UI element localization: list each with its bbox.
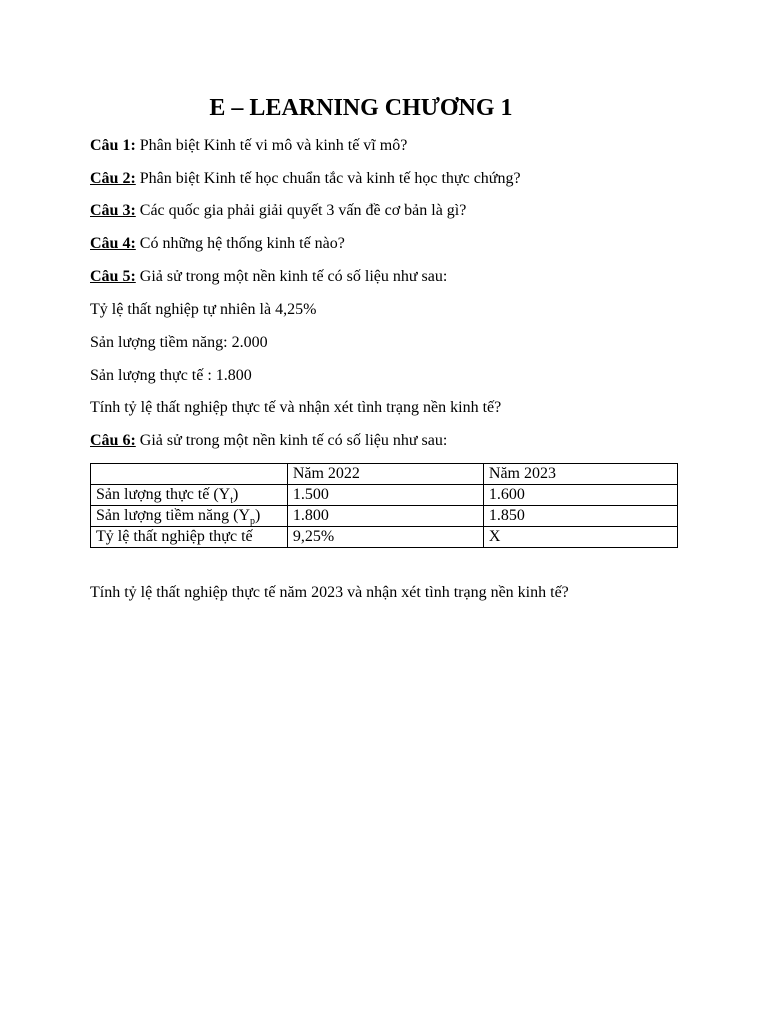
question-2-text: Phân biệt Kinh tế học chuẩn tắc và kinh tế học thực chứng? [135, 170, 521, 187]
document-title: E – LEARNING CHƯƠNG 1 [209, 95, 513, 121]
question-2 [90, 168, 521, 190]
question-6-label: Câu 6: [90, 432, 136, 449]
row-label-suffix: ) [233, 486, 239, 503]
q5-actual-output: Sản lượng thực tế : 1.800 [90, 367, 252, 384]
q6-task: Tính tỷ lệ thất nghiệp thực tế năm 2023 và nhận xét tình trạng nền kinh tế? [90, 584, 569, 601]
q5-natural-unemployment: Tỷ lệ thất nghiệp tự nhiên là 4,25% [90, 301, 317, 318]
table-cell: 1.600 [483, 485, 677, 506]
question-5-text: Giả sử trong một nền kinh tế có số liệu như sau: [135, 268, 448, 285]
table-row [91, 506, 678, 527]
row-label-suffix: ) [255, 507, 261, 524]
q5-potential-output: Sản lượng tiềm năng: 2.000 [90, 334, 268, 351]
table-cell: 9,25% [287, 527, 483, 548]
question-5-label: Câu 5: [90, 268, 136, 285]
question-3-label: Câu 3: [90, 202, 136, 219]
table-header-row [91, 464, 678, 485]
question-1-label: Câu 1: [90, 137, 136, 154]
row-label-text: Sản lượng tiềm năng (Y [96, 507, 250, 524]
question-4-text: Có những hệ thống kinh tế nào? [135, 235, 345, 252]
question-5 [90, 266, 447, 288]
table-row-label [91, 506, 288, 527]
question-3 [90, 200, 466, 222]
table-header-cell: Năm 2022 [287, 464, 483, 485]
question-1 [90, 135, 407, 157]
table-cell: 1.850 [483, 506, 677, 527]
question-4-label: Câu 4: [90, 235, 136, 252]
table-row-label [91, 485, 288, 506]
table-cell: 1.500 [287, 485, 483, 506]
row-label-text: Sản lượng thực tế (Y [96, 486, 231, 503]
row-label-subscript: p [250, 516, 255, 528]
row-label-text: Tỷ lệ thất nghiệp thực tế [96, 528, 253, 545]
table-cell: 1.800 [287, 506, 483, 527]
table-cell: X [483, 527, 677, 548]
question-3-text: Các quốc gia phải giải quyết 3 vấn đề cơ bản là gì? [135, 202, 467, 219]
table-row [91, 527, 678, 548]
table-header-cell [91, 464, 288, 485]
row-label-subscript: t [230, 495, 234, 507]
question-2-label: Câu 2: [90, 170, 136, 187]
table-header-cell: Năm 2023 [483, 464, 677, 485]
q5-task: Tính tỷ lệ thất nghiệp thực tế và nhận xét tình trạng nền kinh tế? [90, 399, 502, 416]
question-6-text: Giả sử trong một nền kinh tế có số liệu như sau: [135, 432, 448, 449]
data-table [90, 463, 678, 548]
question-6 [90, 430, 447, 452]
table-row-label [91, 527, 288, 548]
question-4 [90, 233, 345, 255]
table-row [91, 485, 678, 506]
question-1-text: Phân biệt Kinh tế vi mô và kinh tế vĩ mô? [135, 137, 408, 154]
